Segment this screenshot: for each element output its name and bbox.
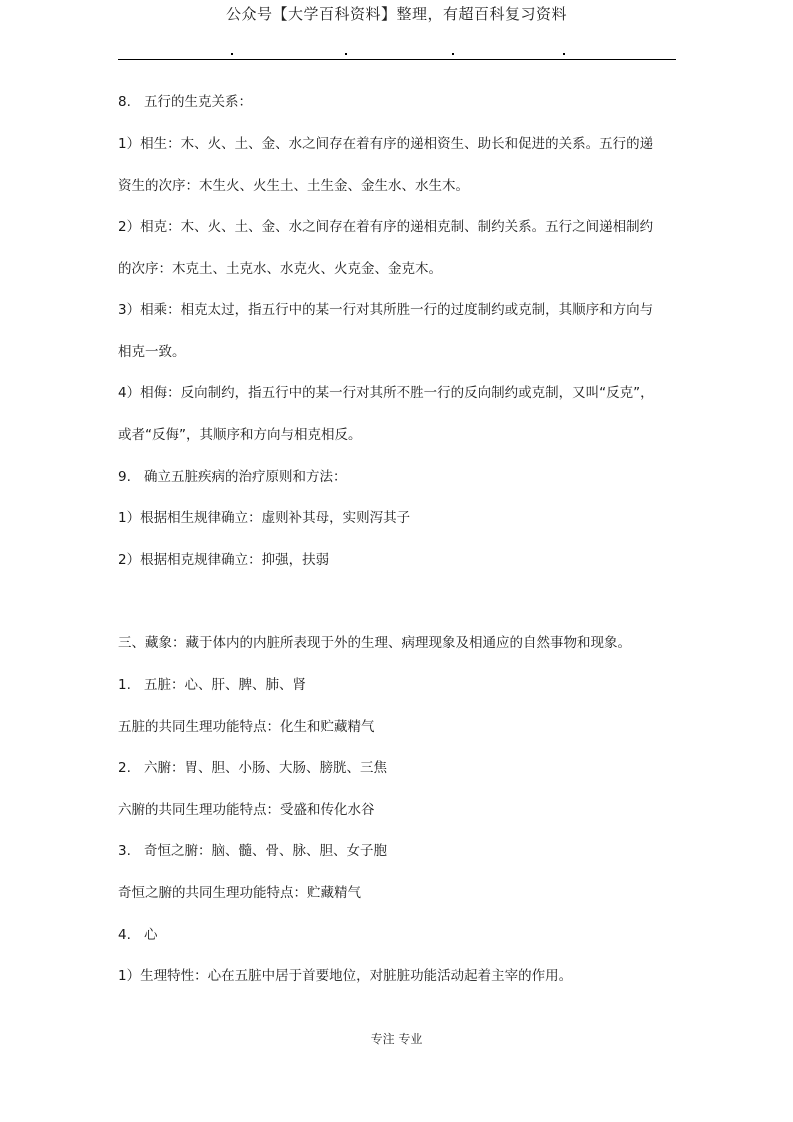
paragraph-line: 或者“反侮”，其顺序和方向与相克相反。 — [118, 427, 362, 443]
paragraph-line: 五脏的共同生理功能特点：化生和贮藏精气 — [118, 719, 375, 735]
item-text: 六腑：胃、胆、小肠、大肠、膀胱、三焦 — [144, 760, 387, 776]
section-item-1 — [118, 676, 306, 694]
section-item-4 — [118, 926, 158, 944]
paragraph-line: 1）生理特性：心在五脏中居于首要地位，对脏脏功能活动起着主宰的作用。 — [118, 968, 573, 984]
section-heading: 三、藏象：藏于体内的内脏所表现于外的生理、病理现象及相通应的自然事物和现象。 — [118, 635, 631, 651]
item-number: 3. — [118, 843, 131, 859]
section-item-8 — [118, 93, 252, 111]
paragraph-line: 的次序：木克土、土克水、水克火、火克金、金克木。 — [118, 261, 442, 277]
section-item-2 — [118, 759, 387, 777]
item-number: 9. — [118, 469, 131, 485]
item-text: 奇恒之腑：脑、髓、骨、脉、胆、女子胞 — [144, 843, 387, 859]
paragraph-line: 六腑的共同生理功能特点：受盛和传化水谷 — [118, 802, 375, 818]
header-dot — [563, 53, 565, 55]
item-number: 8. — [118, 94, 131, 110]
paragraph-line: 1）相生：木、火、土、金、水之间存在着有序的递相资生、助长和促进的关系。五行的递 — [118, 136, 654, 152]
item-text: 五行的生克关系： — [144, 94, 252, 110]
section-item-9 — [118, 468, 347, 486]
paragraph-line: 2）根据相克规律确立：抑强，扶弱 — [118, 552, 330, 568]
item-text: 心 — [144, 927, 158, 943]
item-number: 4. — [118, 927, 131, 943]
page-footer: 专注 专业 — [370, 1032, 423, 1046]
paragraph-line: 4）相侮：反向制约，指五行中的某一行对其所不胜一行的反向制约或克制，又叫“反克”， — [118, 385, 654, 401]
header-rule — [118, 59, 676, 60]
section-item-3 — [118, 842, 387, 860]
item-number: 1. — [118, 677, 131, 693]
page-header: 公众号【大学百科资料】整理，有超百科复习资料 — [225, 5, 567, 23]
item-text: 五脏：心、肝、脾、肺、肾 — [144, 677, 306, 693]
paragraph-line: 相克一致。 — [118, 344, 186, 360]
item-text: 确立五脏疾病的治疗原则和方法： — [144, 469, 347, 485]
header-dot — [231, 53, 233, 55]
header-dot — [452, 53, 454, 55]
paragraph-line: 资生的次序：木生火、火生土、土生金、金生水、水生木。 — [118, 178, 469, 194]
paragraph-line: 奇恒之腑的共同生理功能特点：贮藏精气 — [118, 885, 361, 901]
paragraph-line: 2）相克：木、火、土、金、水之间存在着有序的递相克制、制约关系。五行之间递相制约 — [118, 219, 654, 235]
header-dot — [345, 53, 347, 55]
item-number: 2. — [118, 760, 131, 776]
paragraph-line: 1）根据相生规律确立：虚则补其母，实则泻其子 — [118, 510, 411, 526]
paragraph-line: 3）相乘：相克太过，指五行中的某一行对其所胜一行的过度制约或克制，其顺序和方向与 — [118, 302, 654, 318]
